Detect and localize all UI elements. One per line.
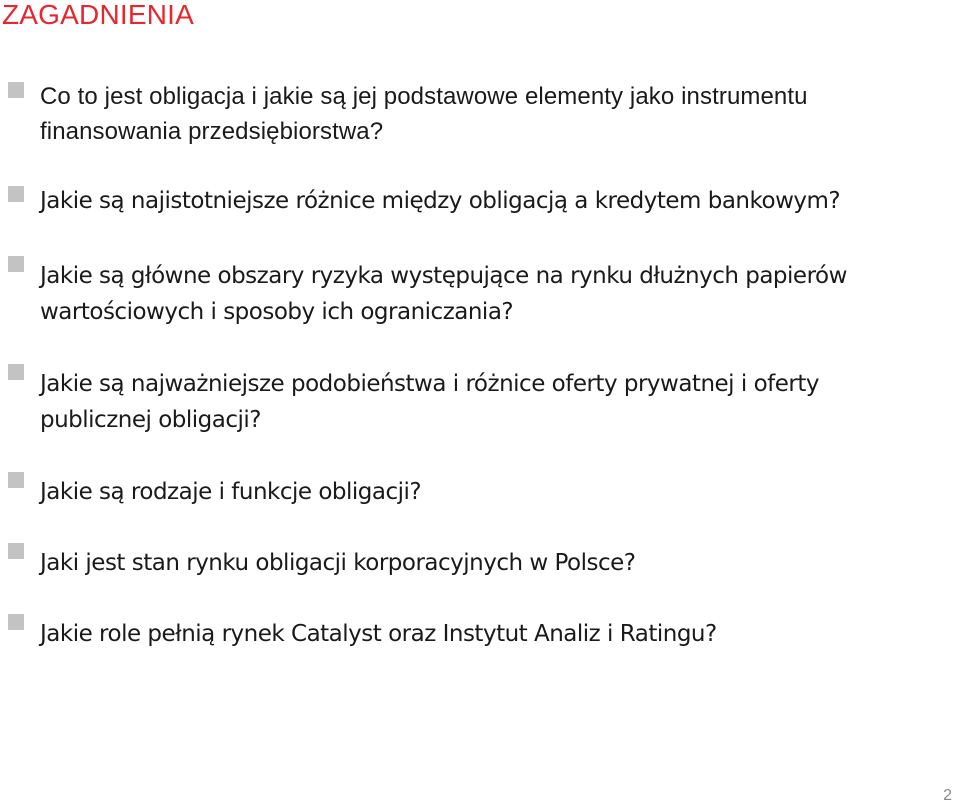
square-bullet-icon <box>8 472 24 488</box>
bullet-text-3-line-2: wartościowych i sposoby ich ograniczania? <box>40 299 514 325</box>
page-number: 2 <box>943 787 952 804</box>
bullet-text-5-line-1: Jakie są rodzaje i funkcje obligacji? <box>40 479 422 505</box>
slide-title: ZAGADNIENIA <box>2 0 195 30</box>
square-bullet-icon <box>8 364 24 380</box>
square-bullet-icon <box>8 614 24 630</box>
square-bullet-icon <box>8 82 24 98</box>
bullet-text-1-line-1: Co to jest obligacja i jakie są jej podstawowe elementy jako instrumentu <box>40 83 808 110</box>
bullet-text-6-line-1: Jaki jest stan rynku obligacji korporacyjnych w Polsce? <box>40 550 636 576</box>
square-bullet-icon <box>8 543 24 559</box>
square-bullet-icon <box>8 256 24 272</box>
bullet-text-4-line-2: publicznej obligacji? <box>40 407 261 433</box>
bullet-text-7-line-1: Jakie role pełnią rynek Catalyst oraz Instytut Analiz i Ratingu? <box>40 621 717 647</box>
square-bullet-icon <box>8 186 24 202</box>
bullet-text-1-line-2: finansowania przedsiębiorstwa? <box>40 118 384 145</box>
bullet-text-4-line-1: Jakie są najważniejsze podobieństwa i różnice oferty prywatnej i oferty <box>40 371 819 397</box>
bullet-text-2-line-1: Jakie są najistotniejsze różnice między obligacją a kredytem bankowym? <box>40 188 841 214</box>
bullet-text-3-line-1: Jakie są główne obszary ryzyka występujące na rynku dłużnych papierów <box>40 263 847 289</box>
